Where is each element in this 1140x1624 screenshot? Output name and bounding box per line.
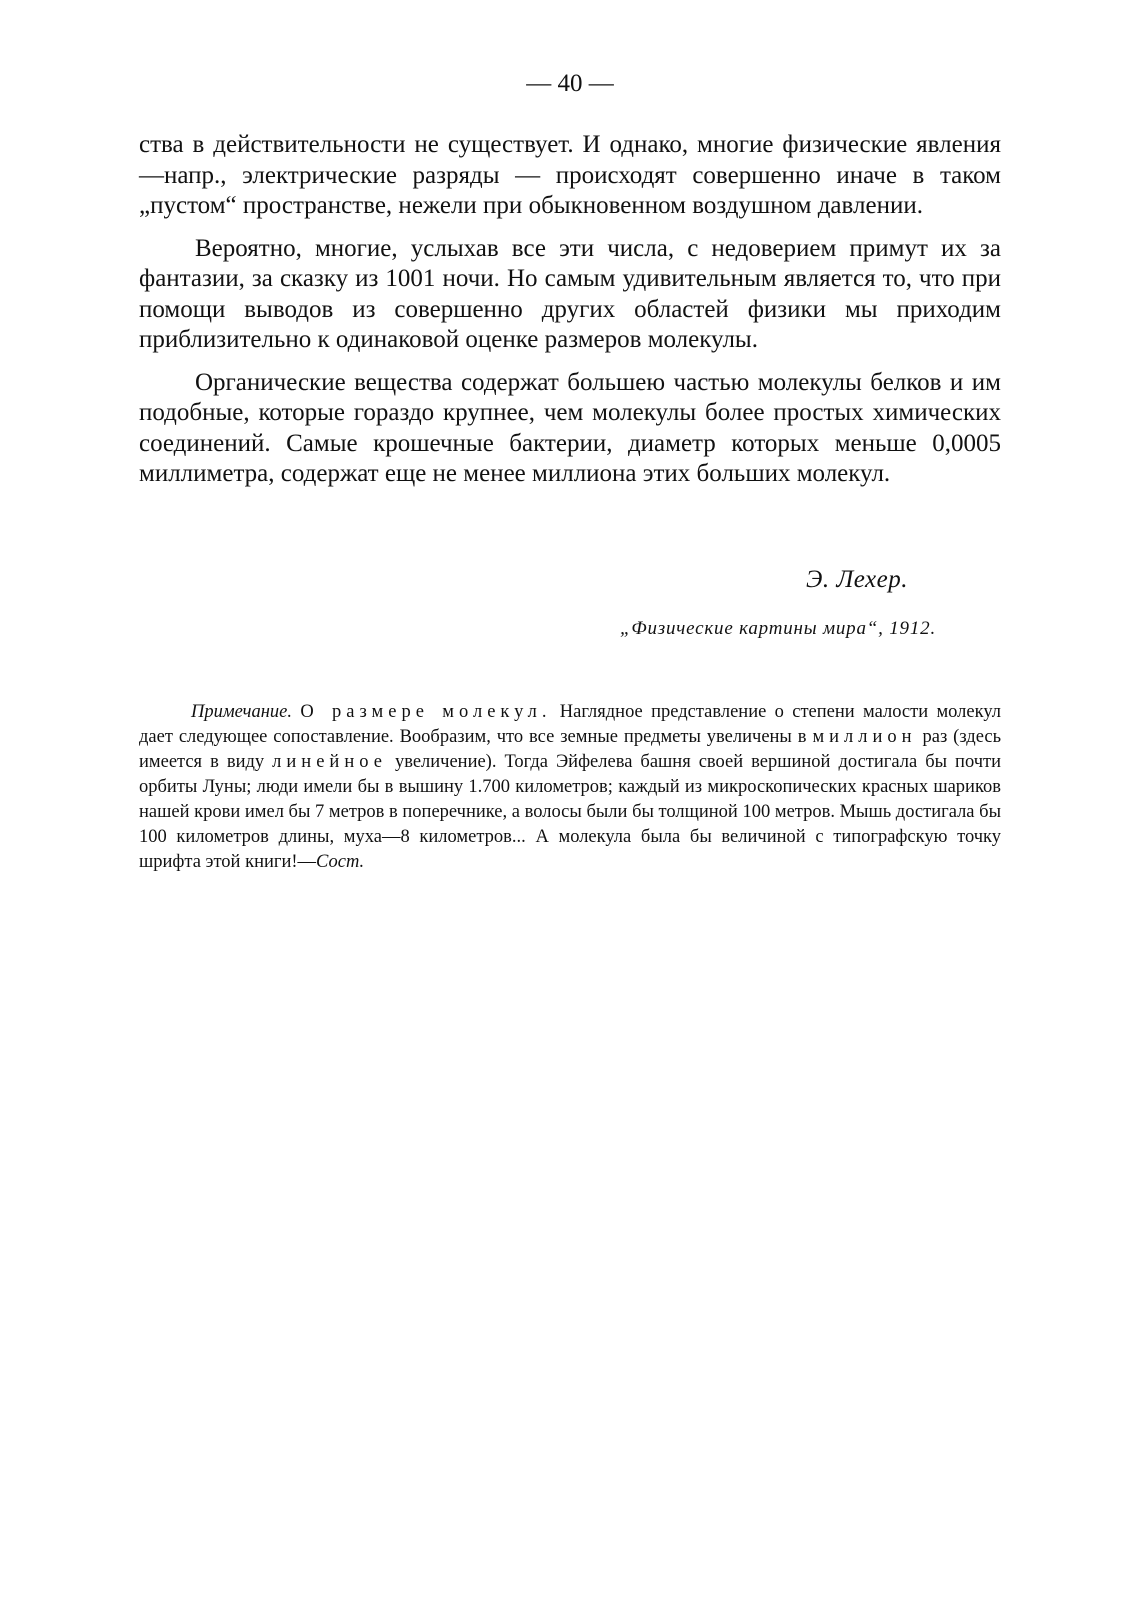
source-citation: „Физические картины мира“, 1912. [620, 618, 936, 639]
main-text [139, 130, 1001, 502]
paragraph-1: ства в действительности не существует. И однако, многие физические явления—напр., электрические разряды — происходят совершенно иначе в таком „пустом“ пространстве, нежели при обыкновенном воздушном давлении. [139, 131, 1001, 219]
footnote-author: Сост. [316, 852, 365, 872]
footnote-paragraph [139, 700, 1001, 875]
footnote-text-1: Наглядное представление о степени малости молекул дает следующее сопоставление. Вообразим, что все земные предметы увеличены в [139, 702, 1001, 747]
author-signature: Э. Лехер. [805, 566, 908, 593]
footnote-label: Примечание. [191, 702, 292, 722]
footnote-heading: О размере молекул. [300, 702, 552, 722]
footnote-spaced-2: линейное [272, 752, 387, 772]
paragraph-2: Вероятно, многие, услыхав все эти числа, с недоверием примут их за фантазии, за сказку из 1001 ночи. Но самым удивительным является то, что при помощи выводов из совершенно других областей физики мы приходим приблизительно к одинаковой оценке размеров молекулы. [139, 234, 1001, 353]
footnote [139, 700, 1001, 875]
footnote-spaced-1: миллион [812, 727, 917, 747]
paragraph-3: Органические вещества содержат большею частью молекулы белков и им подобные, которые гораздо крупнее, чем молекулы более простых химических соединений. Самые крошечные бактерии, диаметр которых меньше 0,0005 миллиметра, содержат еще не менее миллиона этих больших молекул. [139, 368, 1001, 487]
page-number: — 40 — [526, 70, 614, 97]
footnote-text-3: увеличение). Тогда Эйфелева башня своей вершиной достигала бы почти орбиты Луны; люди имели бы в вышину 1.700 километров; каждый из микроскопических красных шариков нашей крови имел бы 7 метров в поперечнике, а волосы были бы толщиной 100 метров. Мышь достигала бы 100 километров длины, муха—8 километров... А молекула была бы величиной с типографскую точку шрифта этой книги!— [139, 752, 1002, 872]
footnote-text-2: раз (здесь имеется в виду [139, 727, 1002, 772]
